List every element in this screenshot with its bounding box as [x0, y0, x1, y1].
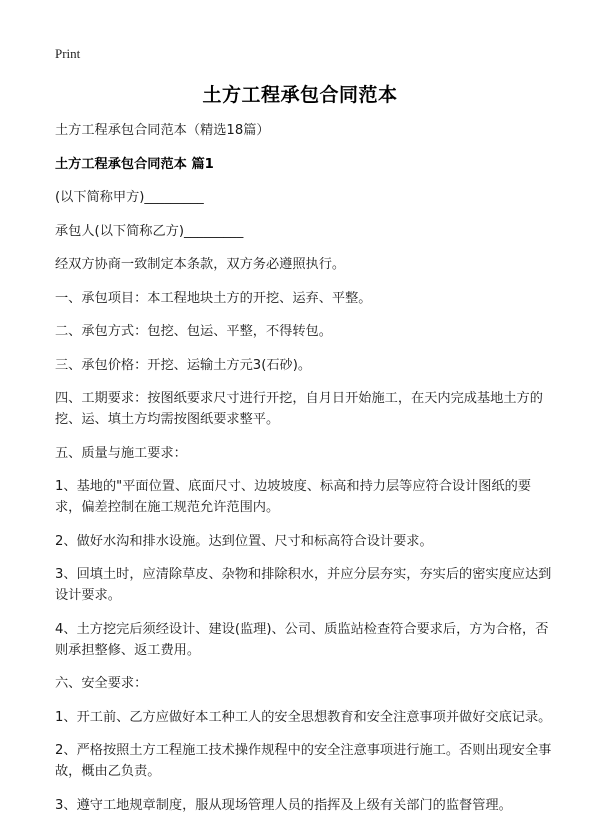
- clause-item: 二、承包方式：包挖、包运、平整，不得转包。: [55, 324, 332, 339]
- party-b-line: 承包人(以下简称乙方)_________: [55, 223, 244, 239]
- sub-clause-item: 2、严格按照土方工程施工技术操作规程中的安全注意事项进行施工。否则出现安全事故，概由乙负责。: [55, 743, 552, 779]
- clause-item: 三、承包价格：开挖、运输土方元3(石砂)。: [55, 357, 312, 373]
- sub-clause-item: 3、回填土时，应清除草皮、杂物和排除积水，并应分层夯实，夯实后的密实度应达到设计要求。: [55, 567, 552, 603]
- document-body: [55, 120, 555, 827]
- section-heading: 土方工程承包合同范本 篇1: [55, 156, 214, 172]
- sub-clause-item: 4、土方挖完后须经设计、建设(监理)、公司、质监站检查符合要求后，方为合格，否则承担整修、返工费用。: [55, 621, 549, 658]
- paragraph: 经双方协商一致制定本条款，双方务必遵照执行。: [55, 257, 346, 272]
- clause-item: 五、质量与施工要求：: [55, 445, 187, 461]
- subtitle: 土方工程承包合同范本（精选18篇）: [55, 123, 270, 138]
- clause-item: 六、安全要求：: [55, 676, 148, 691]
- sub-clause-item: 3、遵守工地规章制度，服从现场管理人员的指挥及上级有关部门的监督管理。: [55, 797, 512, 813]
- sub-clause-item: 1、开工前、乙方应做好本工种工人的安全思想教育和安全注意事项并做好交底记录。: [55, 709, 552, 725]
- sub-clause-item: 2、做好水沟和排水设施。达到位置、尺寸和标高符合设计要求。: [55, 533, 433, 549]
- sub-clause-item: 1、基地的"平面位置、底面尺寸、边坡坡度、标高和持力层等应符合设计图纸的要求，偏差控制在施工规范允许范围内。: [55, 479, 532, 515]
- print-label: Print: [55, 46, 81, 61]
- clause-item: 四、工期要求：按图纸要求尺寸进行开挖，自月日开始施工，在天内完成基地土方的挖、运、填土方均需按图纸要求整平。: [55, 391, 543, 427]
- document-title: 土方工程承包合同范本: [202, 84, 398, 106]
- clause-item: 一、承包项目：本工程地块土方的开挖、运弃、平整。: [55, 290, 372, 306]
- party-a-line: (以下简称甲方)_________: [55, 190, 204, 205]
